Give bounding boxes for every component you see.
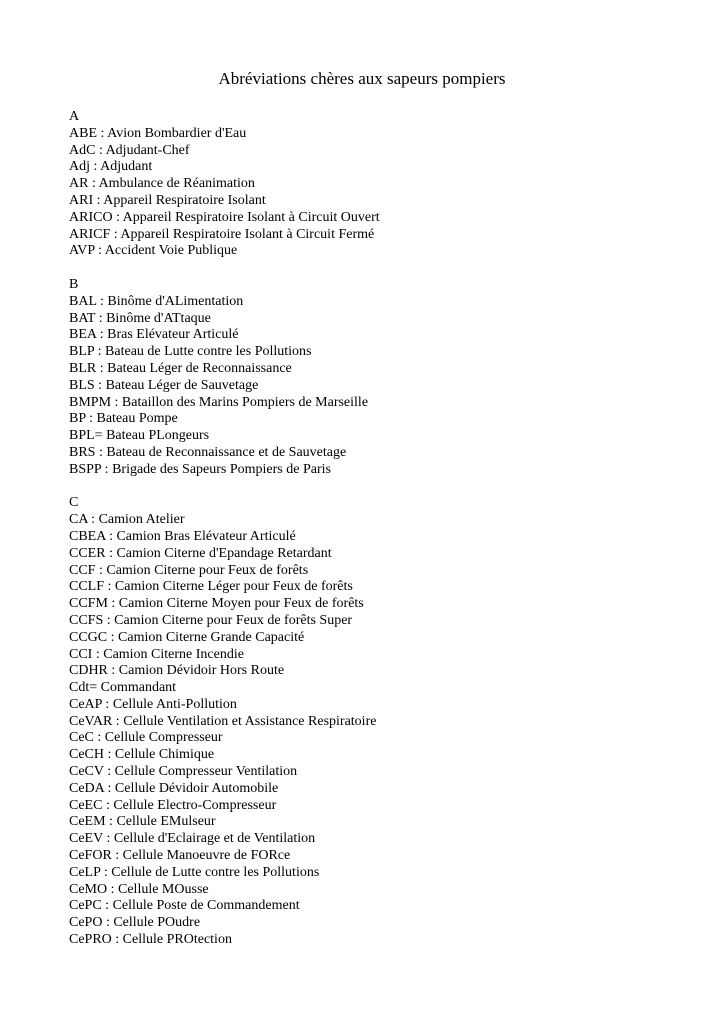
abbreviation-entry: BP : Bateau Pompe (69, 411, 178, 427)
abbreviation-entry: CePO : Cellule POudre (69, 915, 201, 931)
abbreviation-entry: BAT : Binôme d'ATtaque (69, 310, 211, 326)
abbreviation-entry: CeC : Cellule Compresseur (69, 730, 223, 746)
abbreviation-entry: BMPM : Bataillon des Marins Pompiers de Marseille (69, 394, 369, 410)
abbreviation-entry: CeEM : Cellule EMulseur (69, 814, 216, 830)
abbreviation-entry: AVP : Accident Voie Publique (69, 243, 238, 259)
abbreviation-entry: CCER : Camion Citerne d'Epandage Retardant (69, 545, 332, 561)
abbreviation-entry: AdC : Adjudant-Chef (69, 142, 190, 158)
abbreviation-entry: ABE : Avion Bombardier d'Eau (69, 125, 247, 141)
abbreviation-entry: CDHR : Camion Dévidoir Hors Route (69, 663, 285, 679)
abbreviation-entry: CCGC : Camion Citerne Grande Capacité (69, 629, 305, 645)
abbreviation-entry: CA : Camion Atelier (69, 512, 185, 528)
abbreviation-entry: CeCH : Cellule Chimique (69, 747, 215, 763)
section-letter: B (69, 276, 79, 292)
abbreviation-entry: CCFS : Camion Citerne pour Feux de forêts Super (69, 612, 353, 628)
abbreviation-entry: ARICF : Appareil Respiratoire Isolant à Circuit Fermé (69, 226, 375, 242)
abbreviation-entry: AR : Ambulance de Réanimation (69, 176, 255, 192)
page-title: Abréviations chères aux sapeurs pompiers (218, 69, 506, 88)
abbreviation-entry: CeCV : Cellule Compresseur Ventilation (69, 764, 298, 780)
abbreviation-entry: ARICO : Appareil Respiratoire Isolant à Circuit Ouvert (69, 209, 380, 225)
abbreviation-entry: BLR : Bateau Léger de Reconnaissance (69, 360, 292, 376)
abbreviation-entry: BSPP : Brigade des Sapeurs Pompiers de Paris (69, 461, 331, 477)
section-b (69, 277, 689, 479)
abbreviation-entry: BRS : Bateau de Reconnaissance et de Sauvetage (69, 444, 347, 460)
abbreviation-entry: Adj : Adjudant (69, 159, 153, 175)
abbreviation-entry: ARI : Appareil Respiratoire Isolant (69, 192, 266, 208)
abbreviation-entry: CeLP : Cellule de Lutte contre les Pollutions (69, 864, 320, 880)
abbreviation-entry: CeMO : Cellule MOusse (69, 881, 209, 897)
abbreviation-entry: BLS : Bateau Léger de Sauvetage (69, 377, 259, 393)
abbreviation-entry: CePC : Cellule Poste de Commandement (69, 898, 300, 914)
abbreviation-entry: CCI : Camion Citerne Incendie (69, 646, 244, 662)
abbreviation-list (69, 109, 689, 966)
abbreviation-entry: CeAP : Cellule Anti-Pollution (69, 696, 237, 712)
abbreviation-entry: BEA : Bras Elévateur Articulé (69, 327, 239, 343)
section-a (69, 109, 689, 260)
section-letter: A (69, 109, 80, 124)
abbreviation-entry: CePRO : Cellule PROtection (69, 932, 232, 948)
abbreviation-entry: CeDA : Cellule Dévidoir Automobile (69, 780, 279, 796)
section-letter: C (69, 495, 79, 511)
abbreviation-entry: CCLF : Camion Citerne Léger pour Feux de forêts (69, 579, 353, 595)
abbreviation-entry: CeEV : Cellule d'Eclairage et de Ventilation (69, 831, 316, 847)
abbreviation-entry: CBEA : Camion Bras Elévateur Articulé (69, 528, 296, 544)
abbreviation-entry: CCF : Camion Citerne pour Feux de forêts (69, 562, 309, 578)
section-c (69, 495, 689, 949)
abbreviation-entry: BLP : Bateau de Lutte contre les Pollutions (69, 344, 312, 360)
abbreviation-entry: CCFM : Camion Citerne Moyen pour Feux de forêts (69, 596, 364, 612)
abbreviation-entry: CeFOR : Cellule Manoeuvre de FORce (69, 848, 291, 864)
abbreviation-entry: CeVAR : Cellule Ventilation et Assistance Respiratoire (69, 713, 377, 729)
abbreviation-entry: BPL= Bateau PLongeurs (69, 428, 210, 444)
abbreviation-entry: Cdt= Commandant (69, 680, 177, 696)
abbreviation-entry: BAL : Binôme d'ALimentation (69, 293, 244, 309)
abbreviation-entry: CeEC : Cellule Electro-Compresseur (69, 797, 277, 813)
